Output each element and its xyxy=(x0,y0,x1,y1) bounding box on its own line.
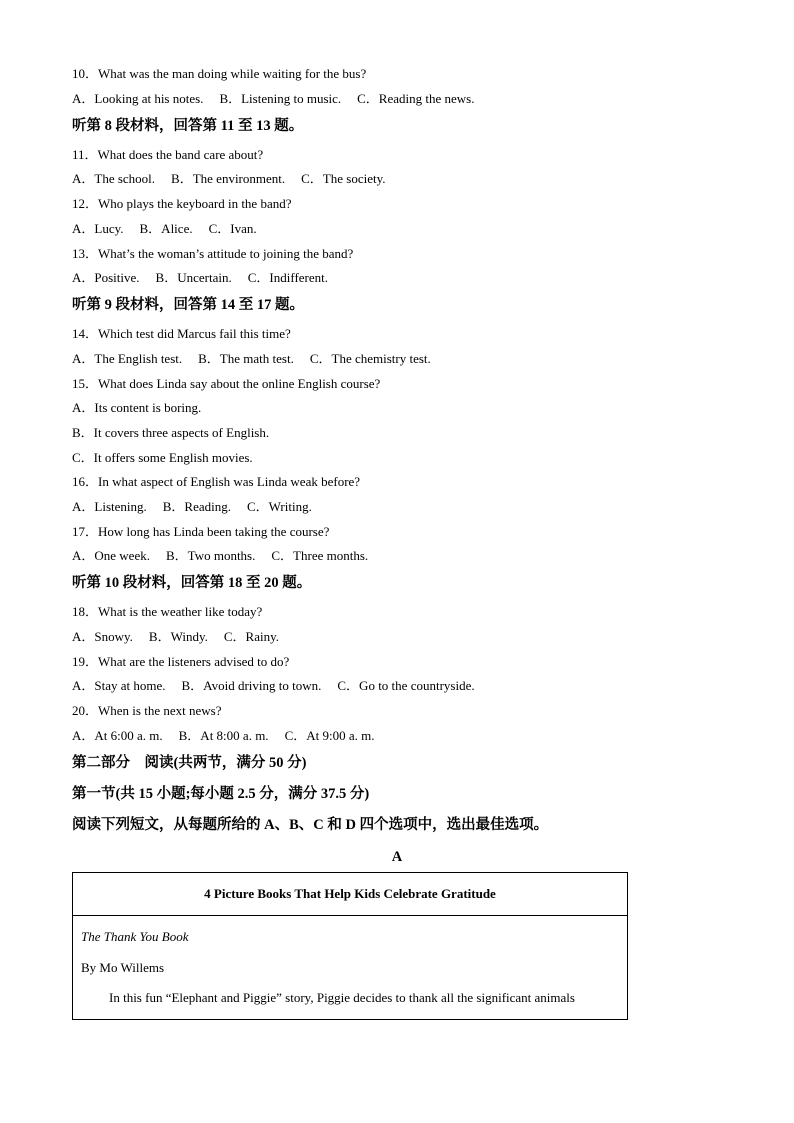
option-a: A．Stay at home. xyxy=(72,678,166,693)
question-11: 11．What does the band care about? xyxy=(72,147,264,162)
option-a: A．The school. xyxy=(72,171,156,186)
option-b: B．The math test. xyxy=(198,351,294,366)
option-b: B．The environment. xyxy=(171,171,286,186)
part2-section1-heading: 第一节(共 15 小题;每小题 2.5 分，满分 37.5 分) xyxy=(72,786,370,802)
passage-box xyxy=(72,872,628,1020)
option-a: A．Looking at his notes. xyxy=(72,91,204,106)
option-a: A．Its content is boring. xyxy=(72,400,202,415)
options-13 xyxy=(72,270,328,286)
option-a: A．The English test. xyxy=(72,351,183,366)
section-heading-9: 听第 9 段材料，回答第 14 至 17 题。 xyxy=(72,297,304,313)
part2-heading: 第二部分 阅读(共两节，满分 50 分) xyxy=(72,755,307,771)
question-15: 15．What does Linda say about the online English course? xyxy=(72,376,381,391)
question-19: 19．What are the listeners advised to do? xyxy=(72,654,290,669)
book-author: By Mo Willems xyxy=(81,960,165,975)
option-a: A．Positive. xyxy=(72,270,140,285)
options-20 xyxy=(72,728,374,744)
option-b: B．Reading. xyxy=(162,499,231,514)
option-c: C．At 9:00 a. m. xyxy=(284,728,375,743)
options-19 xyxy=(72,678,475,694)
options-11 xyxy=(72,171,386,187)
option-b: B．Windy. xyxy=(148,629,208,644)
option-b: B．Listening to music. xyxy=(219,91,342,106)
question-17: 17．How long has Linda been taking the course? xyxy=(72,524,330,539)
question-18: 18．What is the weather like today? xyxy=(72,604,263,619)
section-heading-10: 听第 10 段材料，回答第 18 至 20 题。 xyxy=(72,575,312,591)
passage-letter: A xyxy=(391,849,403,865)
option-b: B．It covers three aspects of English. xyxy=(72,425,270,440)
question-12: 12．Who plays the keyboard in the band? xyxy=(72,196,292,211)
section-heading-8: 听第 8 段材料，回答第 11 至 13 题。 xyxy=(72,118,304,134)
option-a: A．At 6:00 a. m. xyxy=(72,728,163,743)
option-c: C．Go to the countryside. xyxy=(337,678,475,693)
option-c: C．The society. xyxy=(301,171,386,186)
options-12 xyxy=(72,221,257,237)
option-c: C．Three months. xyxy=(271,548,369,563)
option-a: A．Lucy. xyxy=(72,221,124,236)
option-c: C．Rainy. xyxy=(223,629,280,644)
option-b: B．At 8:00 a. m. xyxy=(178,728,269,743)
options-16 xyxy=(72,499,312,515)
option-c: C．Indifferent. xyxy=(247,270,329,285)
passage-title: 4 Picture Books That Help Kids Celebrate Gratitude xyxy=(73,873,627,916)
options-17 xyxy=(72,548,368,564)
option-c: C．Reading the news. xyxy=(357,91,475,106)
passage-paragraph: In this fun “Elephant and Piggie” story, Piggie decides to thank all the significant animals xyxy=(109,990,575,1005)
question-20: 20．When is the next news? xyxy=(72,703,222,718)
book-title: The Thank You Book xyxy=(81,929,189,944)
option-b: B．Two months. xyxy=(165,548,256,563)
option-b: B．Avoid driving to town. xyxy=(181,678,322,693)
option-c: C．Writing. xyxy=(247,499,312,514)
question-10: 10．What was the man doing while waiting for the bus? xyxy=(72,66,367,81)
option-c: C．It offers some English movies. xyxy=(72,450,253,465)
options-18 xyxy=(72,629,279,645)
option-a: A．One week. xyxy=(72,548,150,563)
question-13: 13．What’s the woman’s attitude to joining the band? xyxy=(72,246,354,261)
option-b: B．Alice. xyxy=(139,221,193,236)
options-14 xyxy=(72,351,431,367)
option-c: C．The chemistry test. xyxy=(309,351,431,366)
option-b: B．Uncertain. xyxy=(155,270,232,285)
option-c: C．Ivan. xyxy=(208,221,257,236)
option-a: A．Listening. xyxy=(72,499,147,514)
question-14: 14．Which test did Marcus fail this time? xyxy=(72,326,291,341)
reading-instructions: 阅读下列短文，从每题所给的 A、B、C 和 D 四个选项中，选出最佳选项。 xyxy=(72,817,549,833)
option-a: A．Snowy. xyxy=(72,629,133,644)
options-10 xyxy=(72,91,474,107)
question-16: 16．In what aspect of English was Linda weak before? xyxy=(72,474,361,489)
